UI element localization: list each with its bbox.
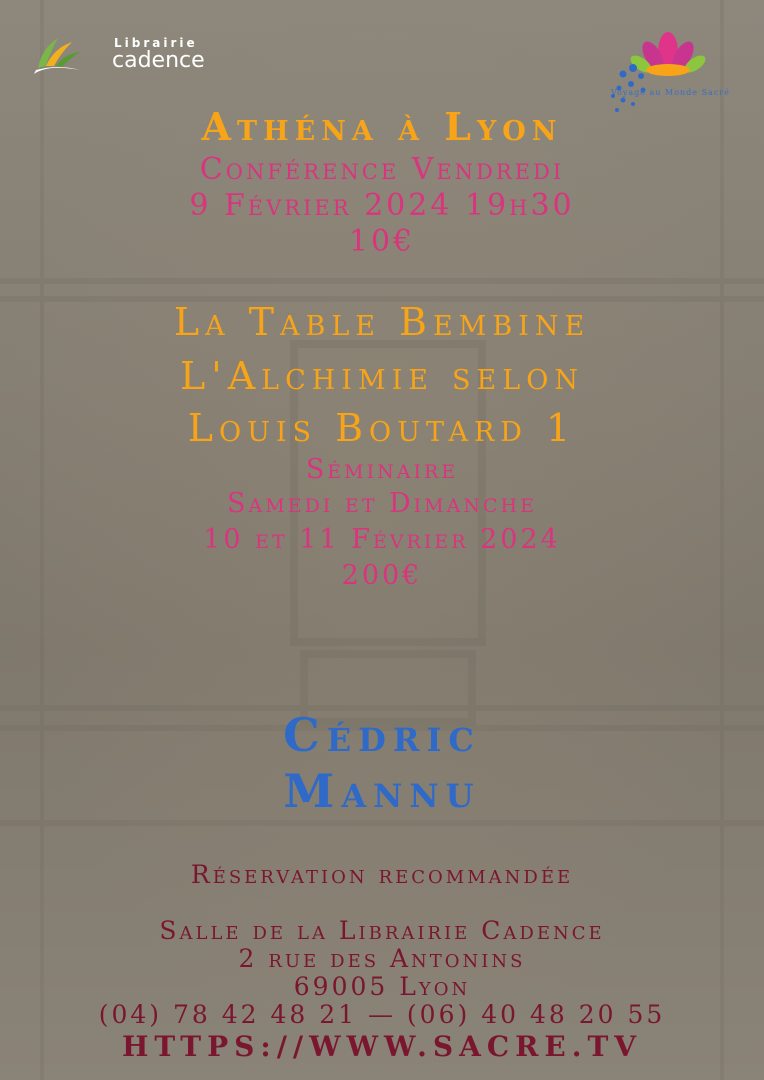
- event1-price: 10€: [348, 224, 416, 259]
- event2-price: 200€: [341, 560, 423, 591]
- event2-type: Séminaire: [305, 454, 459, 485]
- speaker-last-name: Mannu: [283, 764, 481, 818]
- venue-name: Salle de la Librairie Cadence: [159, 916, 605, 945]
- phone-numbers: (04) 78 42 48 21 — (06) 40 48 20 55: [98, 1000, 666, 1029]
- website-link[interactable]: HTTPS://WWW.SACRE.TV: [121, 1030, 643, 1063]
- book-leaf-icon: [28, 34, 84, 82]
- speaker-first-name: Cédric: [283, 708, 481, 762]
- reservation-note: Réservation recommandée: [190, 860, 574, 889]
- event1-date: 9 Février 2024 19h30: [189, 188, 575, 223]
- event2-date: 10 et 11 Février 2024: [203, 524, 561, 555]
- event2-title-3: Louis Boutard 1: [187, 406, 577, 450]
- event2-days: Samedi et Dimanche: [227, 488, 537, 519]
- event2-title-1: La Table Bembine: [173, 300, 591, 344]
- logo-text-top: Librairie: [114, 36, 198, 50]
- venue-city: 69005 Lyon: [293, 972, 471, 1001]
- logo-tagline: Voyage au Monde Sacré: [611, 88, 730, 97]
- librairie-cadence-logo: [24, 28, 205, 88]
- logo-text-main: cadence: [112, 48, 205, 73]
- event1-type: Conférence Vendredi: [199, 152, 565, 187]
- event2-title-2: L'Alchimie selon: [180, 354, 584, 398]
- event1-title: Athéna à Lyon: [201, 104, 563, 149]
- venue-street: 2 rue des Antonins: [238, 944, 526, 973]
